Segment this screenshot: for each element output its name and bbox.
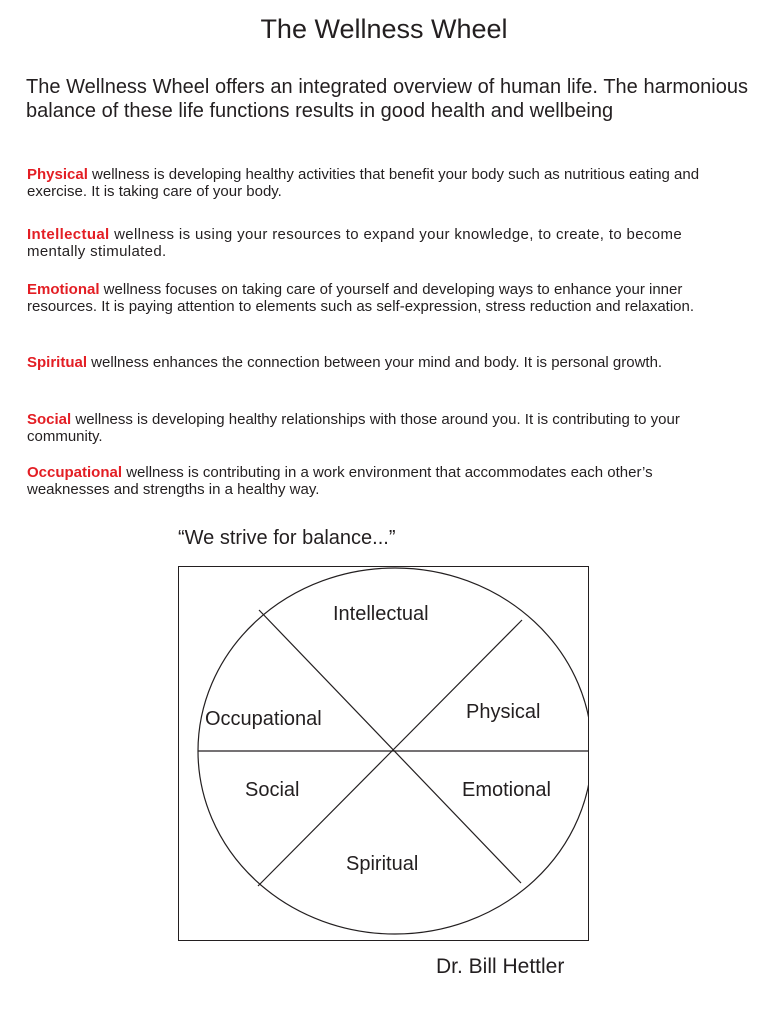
page-title: The Wellness Wheel [260,14,508,44]
wheel-label-intellectual: Intellectual [333,603,429,625]
wheel-diagonal-divider-2 [258,620,522,886]
social-term: Social [27,411,72,428]
emotional-paragraph [27,281,739,315]
occupational-paragraph [27,464,739,498]
intellectual-paragraph [27,226,739,260]
physical-text: wellness is developing healthy activities that benefit your body such as nutritious eating and exercise. It is taking care of your body. [27,166,700,200]
wheel-label-social: Social [245,779,300,801]
intellectual-term: Intellectual [27,226,110,243]
occupational-term: Occupational [27,464,123,481]
occupational-text: wellness is contributing in a work environment that accommodates each other’s weaknesses and strengths in a healthy way. [27,464,653,498]
wheel-label-occupational: Occupational [205,708,322,730]
wheel-diagonal-divider-1 [259,610,521,883]
wheel-label-physical: Physical [466,701,541,723]
wheel-label-emotional: Emotional [462,779,551,801]
wellness-wheel [178,566,589,941]
intro-paragraph: The Wellness Wheel offers an integrated overview of human life. The harmonious balance of these life functions results in good health and wellbeing [26,76,748,122]
physical-paragraph [27,166,739,200]
spiritual-term: Spiritual [27,354,88,371]
balance-quote: “We strive for balance...” [178,527,396,549]
emotional-term: Emotional [27,281,100,298]
wheel-label-spiritual: Spiritual [346,853,419,875]
spiritual-paragraph [27,354,739,371]
emotional-text: wellness focuses on taking care of yourself and developing ways to enhance your inner resources. It is paying attention to elements such as self-expression, stress reduction and relaxation. [27,281,695,315]
intellectual-text: wellness is using your resources to expand your knowledge, to create, to become mentally stimulated. [27,226,683,260]
social-paragraph [27,411,739,445]
social-text: wellness is developing healthy relationships with those around you. It is contributing to your community. [27,411,680,445]
spiritual-text: wellness enhances the connection between your mind and body. It is personal growth. [87,354,663,371]
author-credit: Dr. Bill Hettler [436,955,565,978]
physical-term: Physical [27,166,88,183]
